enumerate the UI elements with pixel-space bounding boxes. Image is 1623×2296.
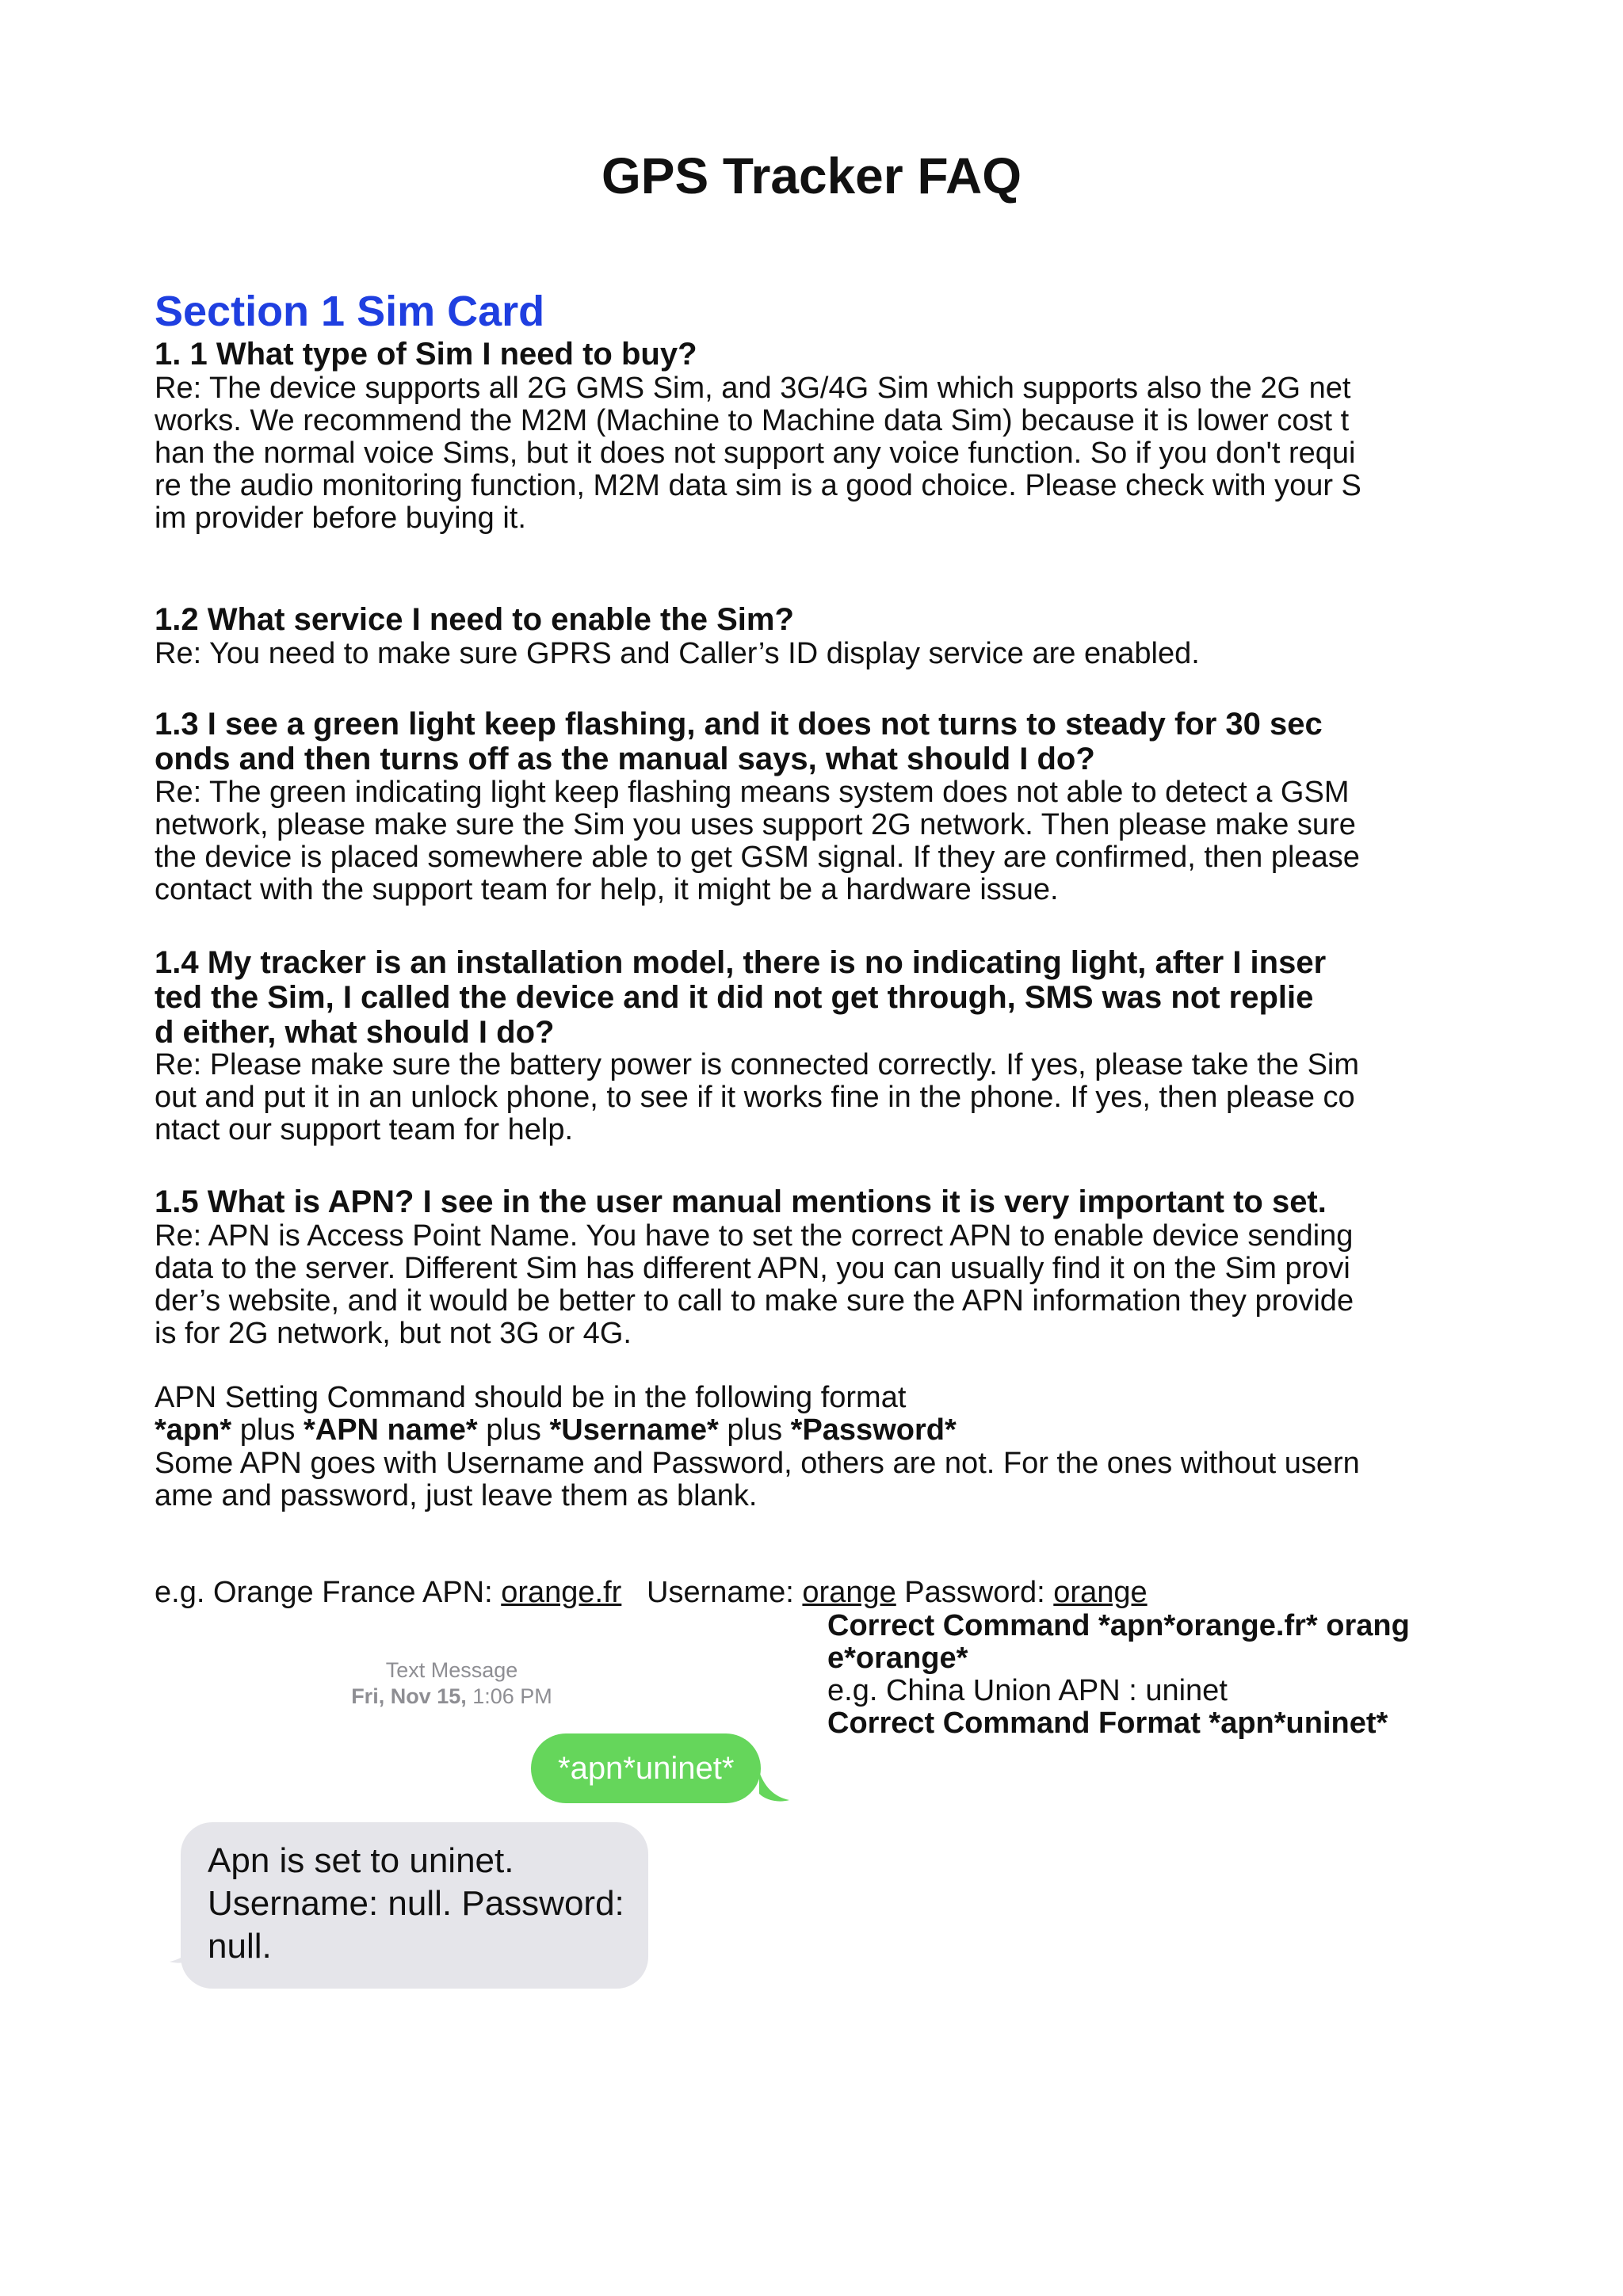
sms-header-title: Text Message [385,1658,518,1682]
question-line: ted the Sim, I called the device and it did not get through, SMS was not replie [155,980,1314,1015]
question-line: d either, what should I do? [155,1015,555,1050]
plus-word: plus [486,1413,541,1447]
orange-command: Correct Command *apn*orange.fr* orang [827,1609,1410,1642]
plus-word: plus [239,1413,296,1447]
answer-line: is for 2G network, but not 3G or 4G. [155,1317,632,1350]
question-line: 1.3 I see a green light keep flashing, and it does not turns to steady for 30 sec [155,707,1323,742]
apn-name-token: *APN name* [303,1413,478,1447]
answer-line: Re: The green indicating light keep flashing means system does not able to detect a GSM [155,776,1350,809]
answer-line: Re: Please make sure the battery power is connected correctly. If yes, please take the Sim [155,1048,1360,1081]
example-username-label: Username: [647,1576,803,1609]
answer-line: im provider before buying it. [155,502,526,535]
answer-line: works. We recommend the M2M (Machine to Machine data Sim) because it is lower cost t [155,404,1350,437]
answer-line: der’s website, and it would be better to call to make sure the APN information they provide [155,1284,1354,1318]
question-1-4 [155,945,1478,1050]
sms-time: 1:06 PM [472,1684,552,1708]
sms-day: Fri, Nov 15, [351,1684,467,1708]
answer-line: Re: The device supports all 2G GMS Sim, and 3G/4G Sim which supports also the 2G net [155,372,1351,405]
question-1-1: 1. 1 What type of Sim I need to buy? [155,337,697,372]
answer-line: Re: APN is Access Point Name. You have to set the correct APN to enable device sending [155,1219,1354,1253]
answer-line: network, please make sure the Sim you uses support 2G network. Then please make sure [155,808,1356,841]
answer-line: ntact our support team for help. [155,1113,574,1146]
answer-line: re the audio monitoring function, M2M data sim is a good choice. Please check with your S [155,469,1361,502]
sms-reply-line: null. [208,1927,272,1966]
answer-1-4 [155,1049,1478,1146]
question-line: onds and then turns off as the manual says, what should I do? [155,742,1095,776]
apn-format-intro: APN Setting Command should be in the following format [155,1381,907,1414]
sms-received-bubble [181,1822,648,1989]
sms-received-tail-icon [168,1933,200,1965]
sms-sent-bubble: *apn*uninet* [531,1733,761,1803]
orange-command-wrap: e*orange* [827,1642,968,1675]
password-token: *Password* [790,1413,957,1447]
answer-1-5 [155,1220,1478,1350]
answer-line: data to the server. Different Sim has different APN, you can usually find it on the Sim provi [155,1252,1350,1285]
sms-header-datetime [285,1684,618,1710]
question-line: 1.4 My tracker is an installation model, there is no indicating light, after I inser [155,945,1327,980]
apn-token: *apn* [155,1413,232,1447]
answer-line: contact with the support team for help, it might be a hardware issue. [155,873,1059,906]
sms-header [285,1657,618,1710]
section-heading: Section 1 Sim Card [155,288,545,335]
example-password-label: Password: [896,1576,1054,1609]
note-line: Some APN goes with Username and Password, others are not. For the ones without usern [155,1447,1360,1480]
answer-line: out and put it in an unlock phone, to see if it works fine in the phone. If yes, then please co [155,1081,1355,1114]
note-line: ame and password, just leave them as blank. [155,1479,758,1512]
page-title: GPS Tracker FAQ [601,147,1022,204]
sms-sent-tail-icon [759,1772,791,1803]
sms-reply-line: Apn is set to uninet. [208,1841,514,1880]
command-column [827,1610,1481,1740]
question-1-2: 1.2 What service I need to enable the Sim? [155,602,794,637]
example-orange [155,1577,1148,1609]
apn-format-syntax [155,1414,957,1447]
answer-line: the device is placed somewhere able to get GSM signal. If they are confirmed, then please [155,841,1360,874]
username-token: *Username* [549,1413,719,1447]
answer-1-2: Re: You need to make sure GPRS and Caller’s ID display service are enabled. [155,637,1200,670]
answer-1-3 [155,776,1478,906]
question-1-3 [155,707,1478,776]
question-1-5: 1.5 What is APN? I see in the user manual mentions it is very important to set. [155,1184,1327,1219]
example-prefix: e.g. Orange France APN: [155,1576,502,1609]
example-apn: orange.fr [501,1576,622,1609]
example-password: orange [1053,1576,1148,1609]
apn-format-note [155,1447,1478,1512]
plus-word: plus [727,1413,783,1447]
sms-reply-line: Username: null. Password: [208,1884,624,1923]
answer-line: han the normal voice Sims, but it does not support any voice function. So if you don't requi [155,437,1356,470]
uninet-command: Correct Command Format *apn*uninet* [827,1707,1388,1740]
china-union-example: e.g. China Union APN : uninet [827,1674,1228,1707]
answer-1-1 [155,372,1478,535]
example-username: orange [802,1576,896,1609]
